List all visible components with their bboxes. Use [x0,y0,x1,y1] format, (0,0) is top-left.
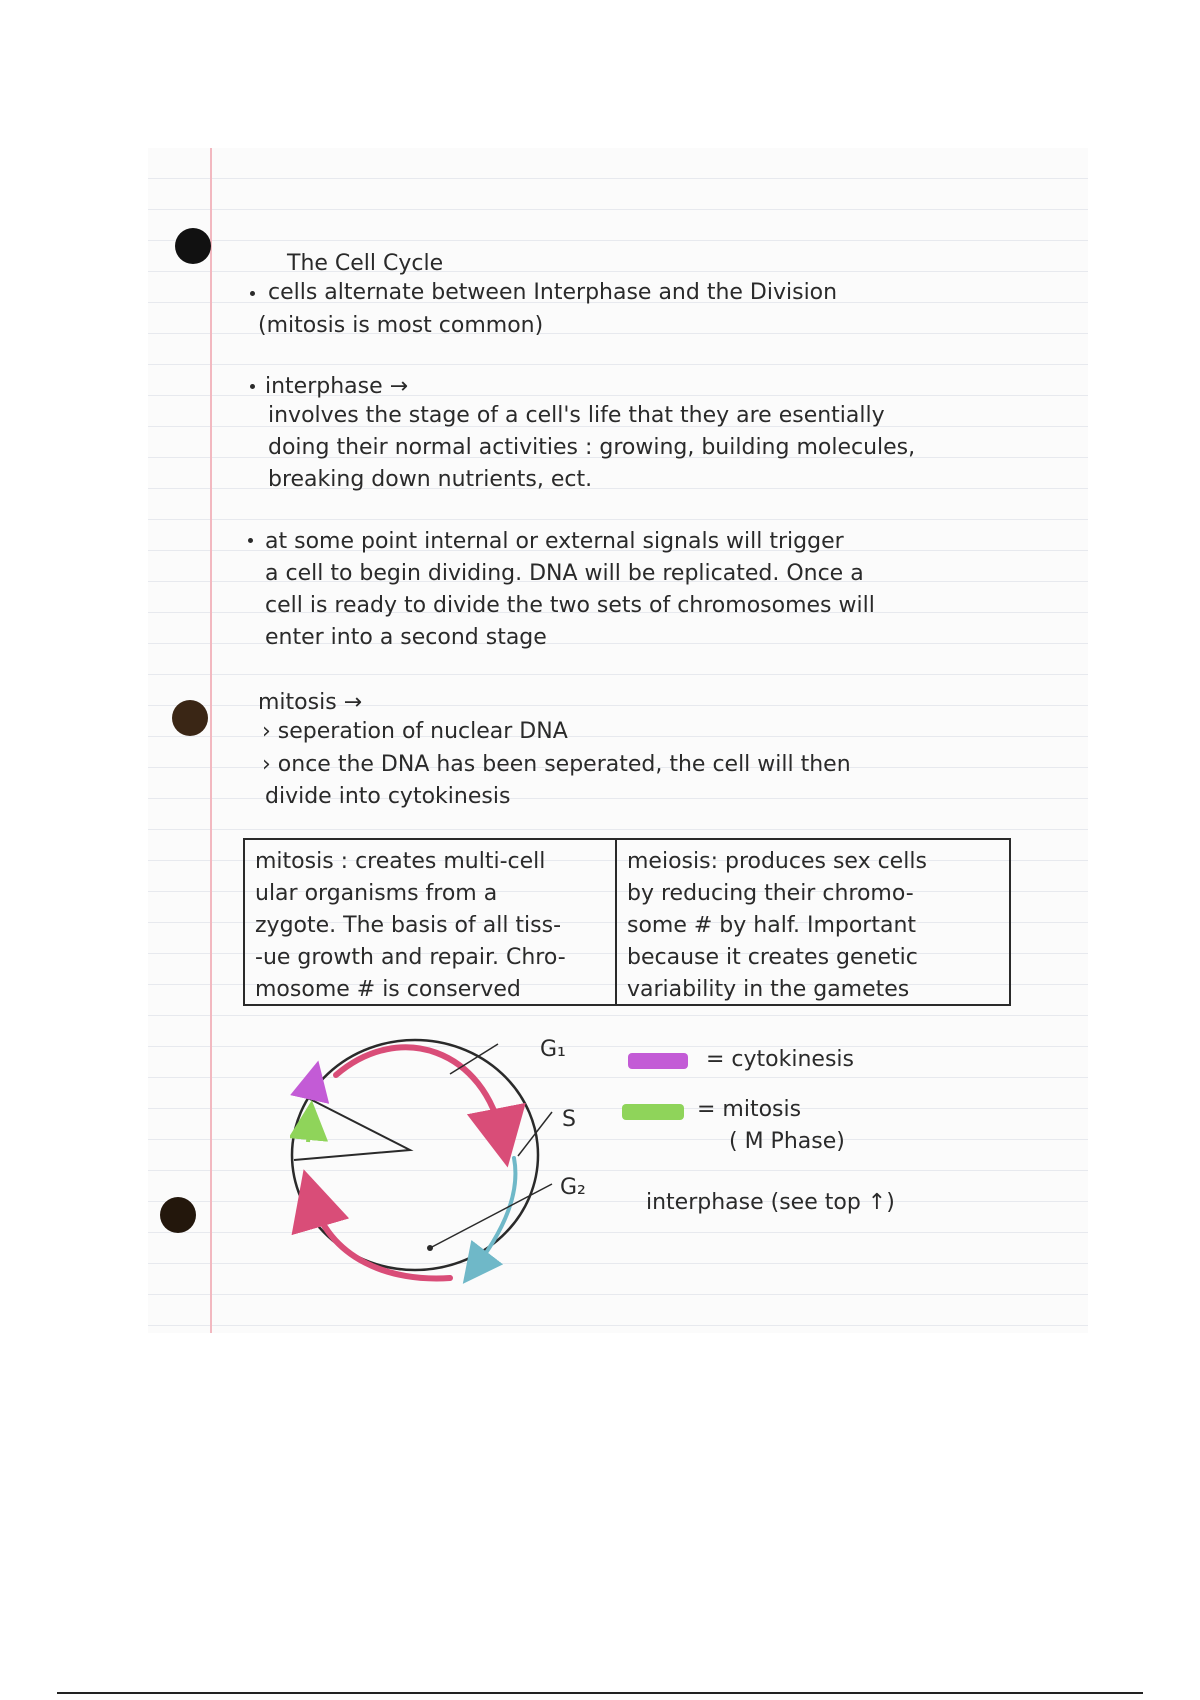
cell-cycle-diagram [290,1030,610,1300]
note-line: at some point internal or external signals will trigger [265,529,844,554]
legend-mphase: ( M Phase) [729,1129,845,1154]
meiosis-cell [617,840,1009,1004]
table-line: zygote. The basis of all tiss- [255,913,562,938]
mitosis-arrow [308,1120,310,1142]
cytokinesis-swatch [628,1053,688,1069]
mitosis-cell [245,840,617,1004]
binder-hole [175,228,211,264]
table-line: mitosis : creates multi-cell [255,849,546,874]
page-title: The Cell Cycle [287,251,444,276]
table-line: ular organisms from a [255,881,498,906]
note-heading: interphase → [265,374,409,399]
label-g1: G₁ [540,1037,566,1062]
bullet [248,538,253,543]
note-line: a cell to begin dividing. DNA will be replicated. Once a [265,561,864,586]
bullet [250,291,255,296]
note-line: enter into a second stage [265,625,547,650]
legend-cytokinesis: = cytokinesis [706,1047,854,1072]
table-line: variability in the gametes [627,977,910,1002]
note-line: involves the stage of a cell's life that they are esentially [268,403,885,428]
note-line: divide into cytokinesis [265,784,511,809]
table-line: by reducing their chromo- [627,881,914,906]
note-line: doing their normal activities : growing, building molecules, [268,435,916,460]
table-line: meiosis: produces sex cells [627,849,927,874]
m-phase-wedge [294,1096,410,1160]
note-line: cells alternate between Interphase and the Division [268,280,838,305]
binder-hole [172,700,208,736]
s-pointer [518,1112,552,1156]
g2-dot [427,1245,433,1251]
note-line: › once the DNA has been seperated, the cell will then [262,752,851,777]
bullet [250,384,255,389]
label-g2: G₂ [560,1175,586,1200]
legend-mitosis: = mitosis [697,1097,802,1122]
mitosis-swatch [622,1104,684,1120]
legend-interphase: interphase (see top ↑) [646,1190,895,1215]
table-line: -ue growth and repair. Chro- [255,945,566,970]
table-line: mosome # is conserved [255,977,521,1002]
g2-pointer [430,1184,552,1248]
comparison-table [243,838,1011,1006]
footer-rule [57,1692,1143,1694]
margin-line [210,148,212,1333]
table-line: some # by half. Important [627,913,917,938]
note-line: › seperation of nuclear DNA [262,719,568,744]
note-line: cell is ready to divide the two sets of chromosomes will [265,593,875,618]
note-line: breaking down nutrients, ect. [268,467,593,492]
label-s: S [562,1107,576,1132]
table-line: because it creates genetic [627,945,918,970]
note-line: (mitosis is most common) [258,313,544,338]
cytokinesis-arrow [310,1080,314,1098]
binder-hole [160,1197,196,1233]
g1-pointer [450,1044,498,1074]
note-heading: mitosis → [258,690,363,715]
